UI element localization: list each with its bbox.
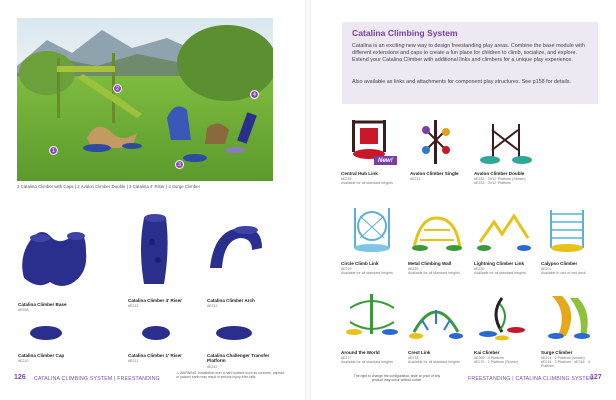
product-number: #E210 <box>18 359 29 363</box>
intro-box <box>342 22 598 104</box>
product-number: #E242 <box>207 365 218 369</box>
page-footer: FREESTANDING | CATALINA CLIMBING SYSTEM <box>468 376 594 382</box>
product-name: Catalina Climber 1' Riser <box>128 353 182 358</box>
product-name: Crest Link <box>408 350 431 355</box>
product-name: Catalina Climber Arch <box>207 298 255 303</box>
warning-note: ⚠ WARNING: Installation over a hard surface such as concrete, asphalt, or packed earth may result in serious injury from falls. <box>176 371 285 380</box>
photo-badge-3: 3 <box>175 160 184 169</box>
product-name: Avalon Climber Double <box>474 171 525 176</box>
product-name: Surge Climber <box>541 350 573 355</box>
product-name: Catalina Climber Cap <box>18 353 65 358</box>
climber-base-image <box>18 218 88 296</box>
product-number: #E277 <box>341 356 352 360</box>
product-note: Available for all standard heights <box>341 181 393 185</box>
product-note: #E215 · 3 Platform · #E216 · 4 Platform <box>541 360 590 369</box>
surge-climber-image <box>544 290 594 342</box>
product-number: #E212 <box>128 304 139 308</box>
circle-climb-link-image <box>348 204 396 254</box>
product-name: Metal Climbing Wall <box>408 261 452 266</box>
product-number: #E211 <box>128 359 139 363</box>
page-number: 127 <box>590 374 602 381</box>
kai-climber-image <box>476 294 528 342</box>
product-name: Kai Climber <box>474 350 500 355</box>
product-name: Circle Climb Link <box>341 261 379 266</box>
product-name: Lightning Climber Link <box>474 261 525 266</box>
new-badge: New! <box>374 156 397 165</box>
central-hub-link-image <box>346 116 392 160</box>
disclaimer: The right to change the configuration, style or price of any product may occur without notice. <box>353 374 441 383</box>
product-note: Available for all standard heights <box>474 271 526 275</box>
photo-caption: 1 Catalina Climber with Caps | 2 Avalon Climber Double | 3 Catalina 4' Riser | 4 Surge Climber <box>17 184 201 189</box>
product-name: Calypso Climber <box>541 261 578 266</box>
availability-paragraph: Also available as links and attachments for component play structures. See p158 for details. <box>352 79 572 85</box>
product-note: #E270 · 2 Platform (Shown) <box>474 360 519 364</box>
product-name: Catalina Challenger Transfer Platform <box>207 353 270 364</box>
metal-climbing-wall-image <box>410 212 464 252</box>
product-number: #E231 <box>410 177 421 181</box>
avalon-double-image <box>478 122 536 166</box>
product-number: #E230 <box>474 267 485 271</box>
section-title: Catalina Climbing System <box>352 28 458 38</box>
product-name: Central Hub Link <box>341 171 378 176</box>
page-footer: CATALINA CLIMBING SYSTEM | FREESTANDING <box>34 376 160 382</box>
product-number: #E214 · 2 Platform (shown) <box>541 356 585 360</box>
climber-1ft-riser-image <box>140 324 172 342</box>
product-number: #E212 <box>207 304 218 308</box>
product-number: #E229 <box>408 267 419 271</box>
product-note: #E233 · 3'x12' Platform <box>474 181 512 185</box>
climber-arch-image <box>206 222 266 274</box>
product-number: #E232 · 3'x12' Platform (Shown) <box>474 177 526 181</box>
climber-4ft-riser-image <box>138 212 172 290</box>
photo-badge-1: 1 <box>49 146 58 155</box>
product-number: #E269 · 3 Platform <box>474 356 504 360</box>
crest-link-image <box>408 298 464 342</box>
product-note: Available for all standard heights <box>408 271 460 275</box>
product-note: Available for all standard heights <box>341 360 393 364</box>
intro-paragraph: Catalina is an exciting new way to design freestanding play areas. Combine the base module with different extensions and caps to create a fun place for children to climb, socialize, and explore. Extend your Catalina Climber with additional links and climbers for a unique play experience. <box>352 43 585 64</box>
product-number: #E219 <box>341 267 352 271</box>
playground-scene <box>17 18 273 181</box>
product-number: #E258 <box>18 308 29 312</box>
product-number: #E221 <box>541 267 552 271</box>
product-number: #E239 <box>341 177 352 181</box>
climber-cap-image <box>28 324 64 342</box>
product-name: Catalina Climber Base <box>18 302 67 307</box>
product-name: Catalina Climber 4' Riser <box>128 298 182 303</box>
page-number: 126 <box>14 374 26 381</box>
calypso-climber-image <box>544 206 590 254</box>
product-name: Around the World <box>341 350 380 355</box>
transfer-platform-image <box>214 324 254 342</box>
photo-badge-2: 2 <box>113 84 122 93</box>
page-gutter <box>305 0 311 400</box>
product-note: Available for all standard heights <box>341 271 393 275</box>
around-the-world-image <box>344 292 400 340</box>
product-number: #E278 <box>408 356 419 360</box>
product-note: Available for all standard heights <box>408 360 460 364</box>
playground-photo <box>17 18 273 181</box>
avalon-single-image <box>416 120 456 166</box>
product-note: Available in one or two deck <box>541 271 586 275</box>
photo-badge-4: 4 <box>250 90 259 99</box>
product-name: Avalon Climber Single <box>410 171 459 176</box>
lightning-climber-image <box>476 212 532 254</box>
